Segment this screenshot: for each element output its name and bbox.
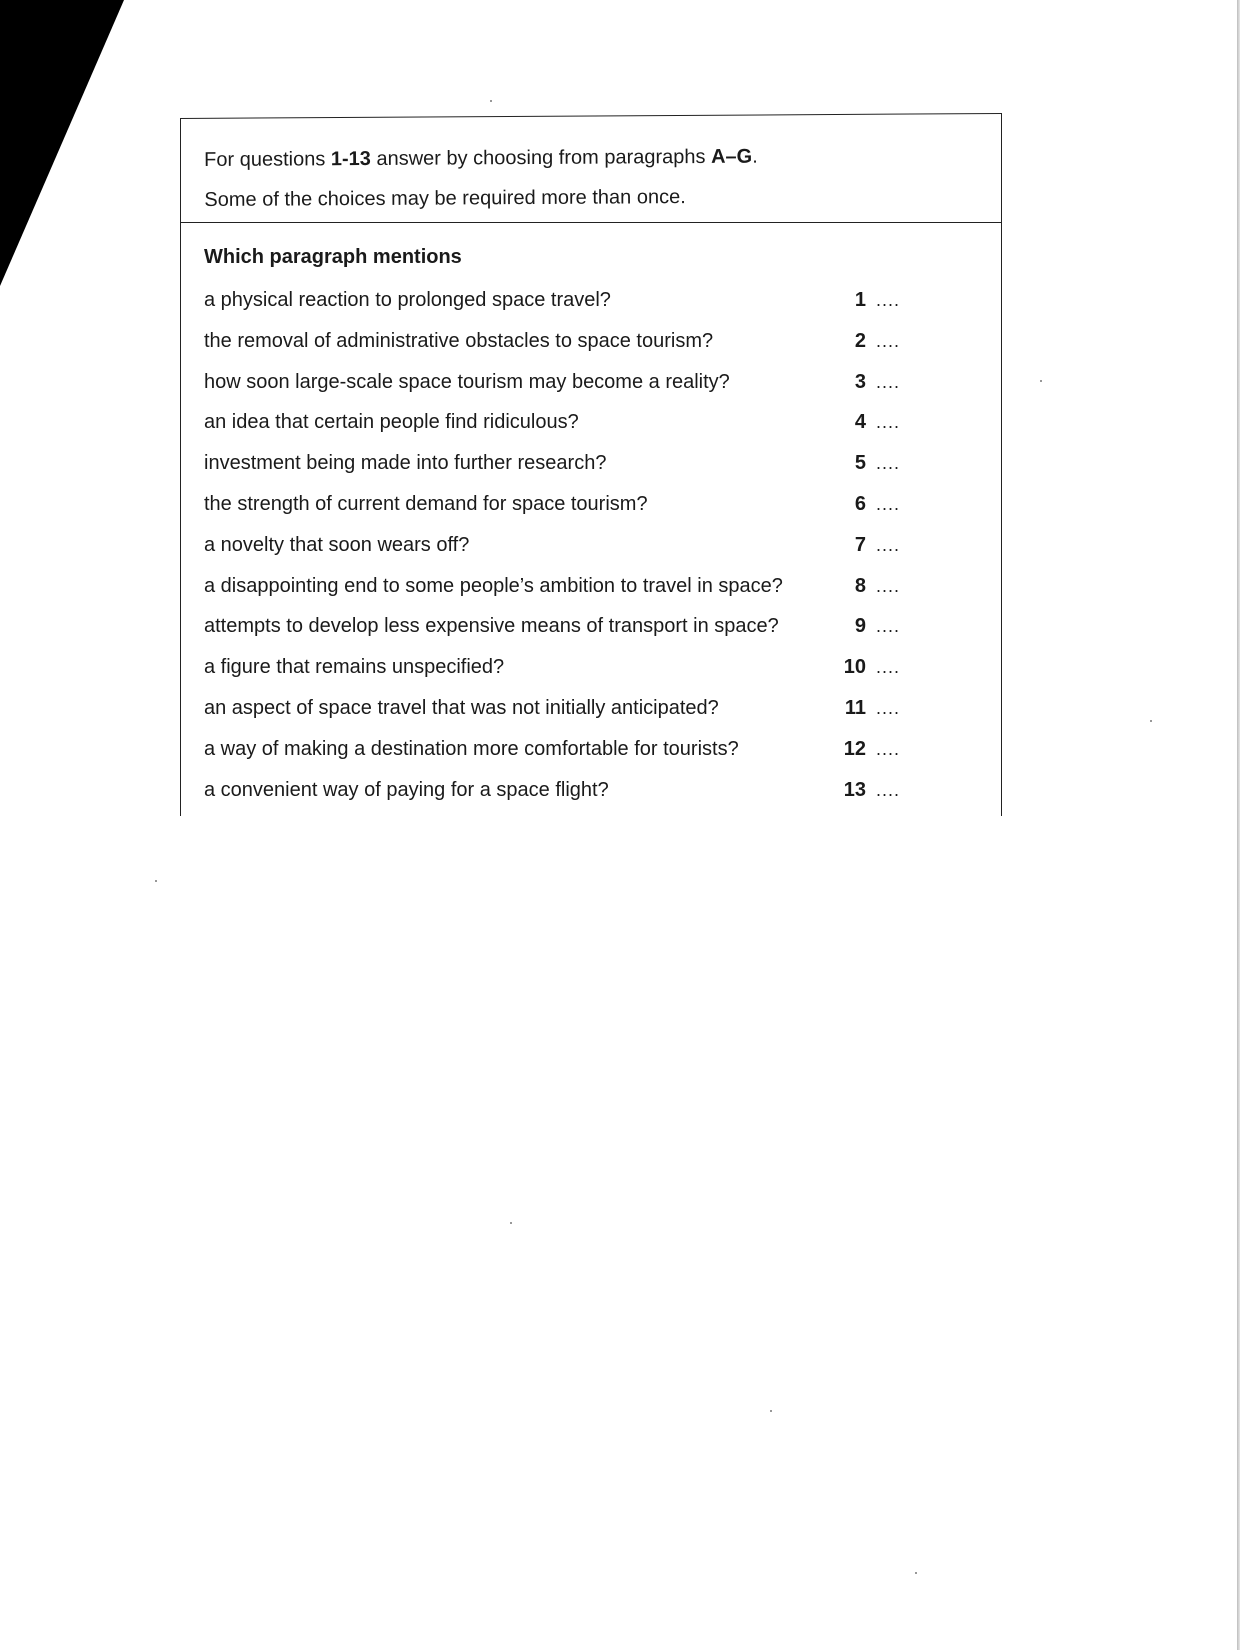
answer-blank[interactable]: .... bbox=[876, 697, 901, 718]
instructions bbox=[204, 137, 758, 220]
answer-blank[interactable]: .... bbox=[876, 493, 901, 514]
answer-blank[interactable]: .... bbox=[876, 290, 901, 310]
answer-blank[interactable]: .... bbox=[876, 453, 901, 474]
question-number: 9 bbox=[854, 615, 866, 638]
question-row bbox=[204, 368, 904, 409]
answer-blank[interactable]: .... bbox=[876, 534, 901, 555]
question-range: 1-13 bbox=[330, 147, 371, 171]
question-text: a novelty that soon wears off? bbox=[204, 533, 470, 556]
question-text: an idea that certain people find ridiculous? bbox=[204, 411, 579, 434]
question-number: 12 bbox=[843, 737, 866, 760]
question-number: 8 bbox=[854, 574, 866, 597]
question-number: 10 bbox=[843, 656, 866, 679]
scan-speck bbox=[510, 1222, 512, 1224]
question-row bbox=[204, 735, 904, 776]
question-text: a convenient way of paying for a space flight? bbox=[204, 778, 609, 801]
scan-speck bbox=[1150, 720, 1152, 722]
scan-speck bbox=[915, 1572, 917, 1574]
instruction-middle: answer by choosing from paragraphs bbox=[370, 145, 712, 170]
question-number: 13 bbox=[843, 778, 866, 801]
question-list bbox=[204, 286, 904, 816]
scan-speck bbox=[490, 100, 492, 102]
scan-edge-right bbox=[1237, 0, 1240, 1650]
question-panel bbox=[180, 118, 1000, 818]
instruction-suffix: . bbox=[752, 145, 758, 168]
question-number: 6 bbox=[854, 492, 866, 515]
scan-speck bbox=[770, 1410, 772, 1412]
question-text: a physical reaction to prolonged space travel? bbox=[204, 289, 611, 311]
question-row bbox=[204, 572, 904, 613]
panel-divider bbox=[180, 222, 1002, 223]
question-number: 7 bbox=[854, 533, 866, 556]
question-text: the removal of administrative obstacles to space tourism? bbox=[204, 329, 714, 352]
panel-border-right bbox=[1001, 113, 1002, 816]
question-text: a figure that remains unspecified? bbox=[204, 656, 505, 679]
scan-shadow bbox=[0, 0, 130, 290]
question-row bbox=[204, 449, 904, 490]
answer-blank[interactable]: .... bbox=[876, 412, 901, 433]
instruction-line-2: Some of the choices may be required more than once. bbox=[204, 186, 686, 211]
question-number: 4 bbox=[854, 411, 866, 434]
question-number: 1 bbox=[854, 289, 866, 311]
panel-border-top bbox=[180, 113, 1002, 119]
answer-blank[interactable]: .... bbox=[876, 738, 901, 759]
answer-blank[interactable]: .... bbox=[876, 616, 901, 637]
question-number: 3 bbox=[854, 370, 866, 393]
answer-blank[interactable]: .... bbox=[876, 575, 901, 596]
question-row bbox=[204, 490, 904, 531]
scan-speck bbox=[155, 880, 157, 882]
question-number: 11 bbox=[844, 696, 866, 719]
question-text: the strength of current demand for space tourism? bbox=[204, 492, 648, 515]
question-row bbox=[204, 653, 904, 694]
paragraph-options: A–G bbox=[710, 145, 753, 168]
question-text: how soon large-scale space tourism may become a reality? bbox=[204, 370, 730, 393]
question-row bbox=[204, 408, 904, 449]
question-text: an aspect of space travel that was not initially anticipated? bbox=[204, 696, 719, 719]
question-row bbox=[204, 531, 904, 572]
instruction-line-1 bbox=[204, 137, 758, 180]
question-text: attempts to develop less expensive means of transport in space? bbox=[204, 615, 779, 638]
question-row bbox=[204, 776, 904, 817]
question-row bbox=[204, 327, 904, 368]
scan-speck bbox=[1040, 380, 1042, 382]
question-heading: Which paragraph mentions bbox=[204, 246, 462, 268]
question-row bbox=[204, 612, 904, 653]
answer-blank[interactable]: .... bbox=[876, 779, 901, 800]
question-text: a way of making a destination more comfortable for tourists? bbox=[204, 737, 739, 760]
instruction-prefix: For questions bbox=[204, 148, 331, 171]
question-row bbox=[204, 286, 904, 327]
question-number: 2 bbox=[854, 329, 866, 352]
question-row bbox=[204, 694, 904, 735]
question-number: 5 bbox=[854, 452, 866, 475]
answer-blank[interactable]: .... bbox=[876, 657, 901, 678]
question-text: investment being made into further research? bbox=[204, 452, 607, 475]
answer-blank[interactable]: .... bbox=[876, 371, 901, 392]
answer-blank[interactable]: .... bbox=[876, 330, 901, 351]
question-text: a disappointing end to some people’s ambition to travel in space? bbox=[204, 574, 783, 597]
